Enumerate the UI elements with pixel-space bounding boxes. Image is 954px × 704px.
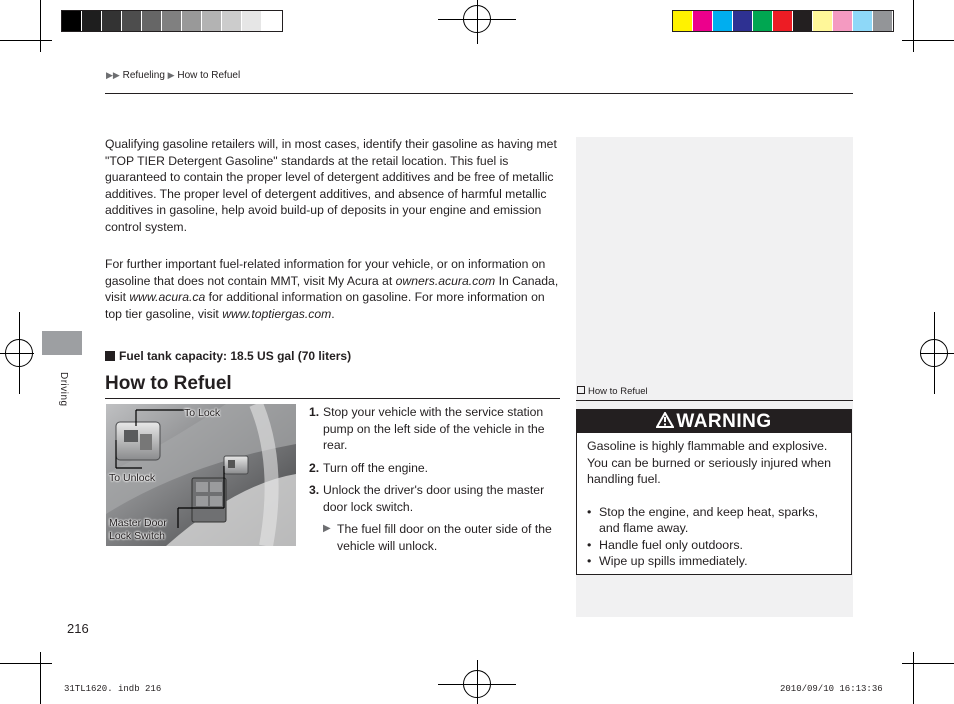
bullet-text: Handle fuel only outdoors. bbox=[599, 537, 743, 552]
step-text: Stop your vehicle with the service station pump on the left side of the vehicle in the rear. bbox=[323, 405, 545, 452]
color-swatch bbox=[242, 11, 262, 31]
header-rule bbox=[105, 93, 853, 94]
bullet-icon: • bbox=[587, 504, 592, 519]
page-number: 216 bbox=[67, 621, 89, 636]
callout-master-switch bbox=[109, 517, 167, 543]
color-swatch bbox=[813, 11, 833, 31]
crop-mark bbox=[19, 312, 20, 394]
color-swatch bbox=[222, 11, 242, 31]
square-bullet-icon bbox=[105, 351, 115, 361]
breadcrumb-page: How to Refuel bbox=[177, 70, 241, 81]
callout-to-lock: To Lock bbox=[184, 407, 221, 419]
warning-intro: Gasoline is highly flammable and explosive. You can be burned or seriously injured when handling fuel. bbox=[587, 439, 832, 486]
warning-title: WARNING bbox=[676, 411, 772, 432]
color-swatch bbox=[713, 11, 733, 31]
color-swatch bbox=[62, 11, 82, 31]
color-swatch bbox=[673, 11, 693, 31]
callout-line: Lock Switch bbox=[109, 530, 166, 542]
crop-mark bbox=[913, 652, 914, 704]
footer-timestamp: 2010/09/10 16:13:36 bbox=[780, 684, 883, 694]
link-toptiergas[interactable]: www.toptiergas.com bbox=[222, 306, 332, 321]
warning-bullet bbox=[587, 553, 841, 570]
color-swatch bbox=[182, 11, 202, 31]
warning-bullet bbox=[587, 504, 841, 537]
warning-list bbox=[587, 504, 841, 570]
crop-mark bbox=[902, 663, 954, 664]
warning-triangle-icon bbox=[656, 412, 674, 428]
color-swatch bbox=[753, 11, 773, 31]
color-swatch bbox=[853, 11, 873, 31]
bullet-text: Stop the engine, and keep heat, sparks, and flame away. bbox=[599, 504, 819, 535]
door-lock-switch-photo bbox=[106, 404, 296, 546]
color-swatch bbox=[793, 11, 813, 31]
crop-mark bbox=[934, 312, 935, 394]
color-swatch bbox=[122, 11, 142, 31]
bullet-icon: • bbox=[587, 537, 592, 552]
sidebar-crumb bbox=[577, 386, 648, 397]
text: In Canada, visit bbox=[105, 273, 559, 304]
bullet-text: Wipe up spills immediately. bbox=[599, 554, 748, 568]
step-number: 2. bbox=[309, 460, 320, 475]
step-result bbox=[309, 521, 561, 554]
crop-mark bbox=[913, 0, 914, 52]
color-swatch bbox=[773, 11, 793, 31]
section-heading: How to Refuel bbox=[105, 373, 232, 394]
callout-line: Master Door bbox=[109, 517, 167, 529]
step-item bbox=[309, 482, 561, 515]
color-swatch bbox=[693, 11, 713, 31]
bullet-icon: • bbox=[587, 554, 592, 568]
crop-mark bbox=[0, 40, 52, 41]
crop-mark bbox=[0, 353, 34, 354]
step-result-text: The fuel fill door on the outer side of the vehicle will unlock. bbox=[337, 522, 552, 553]
refuel-steps bbox=[309, 404, 561, 554]
paragraph-top-tier: Qualifying gasoline retailers will, in most cases, identify their gasoline as having met "TOP TIER Detergent Gasoline" standards at the retail location. This fuel is guaranteed to contain the proper level of detergent additives and be free of metallic additives. The proper level of detergent additives, and absence of harmful metallic additives in gasoline, help avoid build-up of deposits in your engine and emission control system. bbox=[105, 137, 557, 234]
paragraph-fuel-info bbox=[105, 256, 561, 322]
breadcrumb-arrow-icon: ▶▶ bbox=[106, 70, 120, 80]
step-text: Turn off the engine. bbox=[323, 460, 429, 475]
crop-mark bbox=[40, 0, 41, 52]
section-tab bbox=[42, 331, 82, 355]
crop-mark bbox=[0, 663, 52, 664]
crop-mark bbox=[477, 660, 478, 704]
reference-box-icon bbox=[577, 386, 585, 394]
color-swatch bbox=[162, 11, 182, 31]
fuel-capacity-text: Fuel tank capacity: 18.5 US gal (70 liters) bbox=[119, 349, 352, 363]
link-acura-ca[interactable]: www.acura.ca bbox=[129, 290, 206, 304]
breadcrumb-section: Refueling bbox=[122, 70, 165, 81]
footer-file: 31TL1620. indb 216 bbox=[64, 684, 162, 694]
warning-bullet bbox=[587, 537, 841, 554]
callout-to-unlock: To Unlock bbox=[109, 472, 156, 484]
result-arrow-icon: ▶ bbox=[323, 523, 331, 534]
color-swatch bbox=[873, 11, 893, 31]
text: for additional information on gasoline. For more information on top tier gasoline, visit bbox=[105, 290, 545, 321]
step-number: 3. bbox=[309, 483, 320, 497]
heading-rule bbox=[105, 398, 560, 399]
color-swatch bbox=[82, 11, 102, 31]
color-swatch bbox=[833, 11, 853, 31]
step-number: 1. bbox=[309, 405, 320, 419]
color-swatch bbox=[262, 11, 282, 31]
breadcrumb bbox=[106, 70, 240, 81]
crop-mark bbox=[920, 353, 954, 354]
sidebar-rule bbox=[576, 400, 853, 401]
step-text: Unlock the driver's door using the master door lock switch. bbox=[323, 483, 545, 514]
warning-header bbox=[577, 410, 851, 433]
warning-box bbox=[576, 409, 852, 575]
breadcrumb-arrow-icon: ▶ bbox=[167, 70, 175, 80]
color-swatch bbox=[733, 11, 753, 31]
color-swatch bbox=[102, 11, 122, 31]
warning-body bbox=[577, 433, 851, 570]
color-swatch bbox=[202, 11, 222, 31]
section-tab-label: Driving bbox=[58, 372, 69, 407]
sidebar-crumb-text: How to Refuel bbox=[588, 386, 648, 397]
step-item bbox=[309, 404, 561, 454]
step-item bbox=[309, 460, 561, 477]
process-color-bar bbox=[672, 10, 894, 32]
fuel-capacity-note bbox=[105, 349, 351, 363]
crop-mark bbox=[477, 0, 478, 44]
text: . bbox=[331, 306, 335, 321]
crop-mark bbox=[40, 652, 41, 704]
color-swatch bbox=[142, 11, 162, 31]
grayscale-color-bar bbox=[61, 10, 283, 32]
link-owners-acura[interactable]: owners.acura.com bbox=[395, 273, 496, 288]
text: For further important fuel-related information for your vehicle, or on information on gasoline that does not contain MMT, visit My Acura at bbox=[105, 257, 546, 288]
crop-mark bbox=[902, 40, 954, 41]
